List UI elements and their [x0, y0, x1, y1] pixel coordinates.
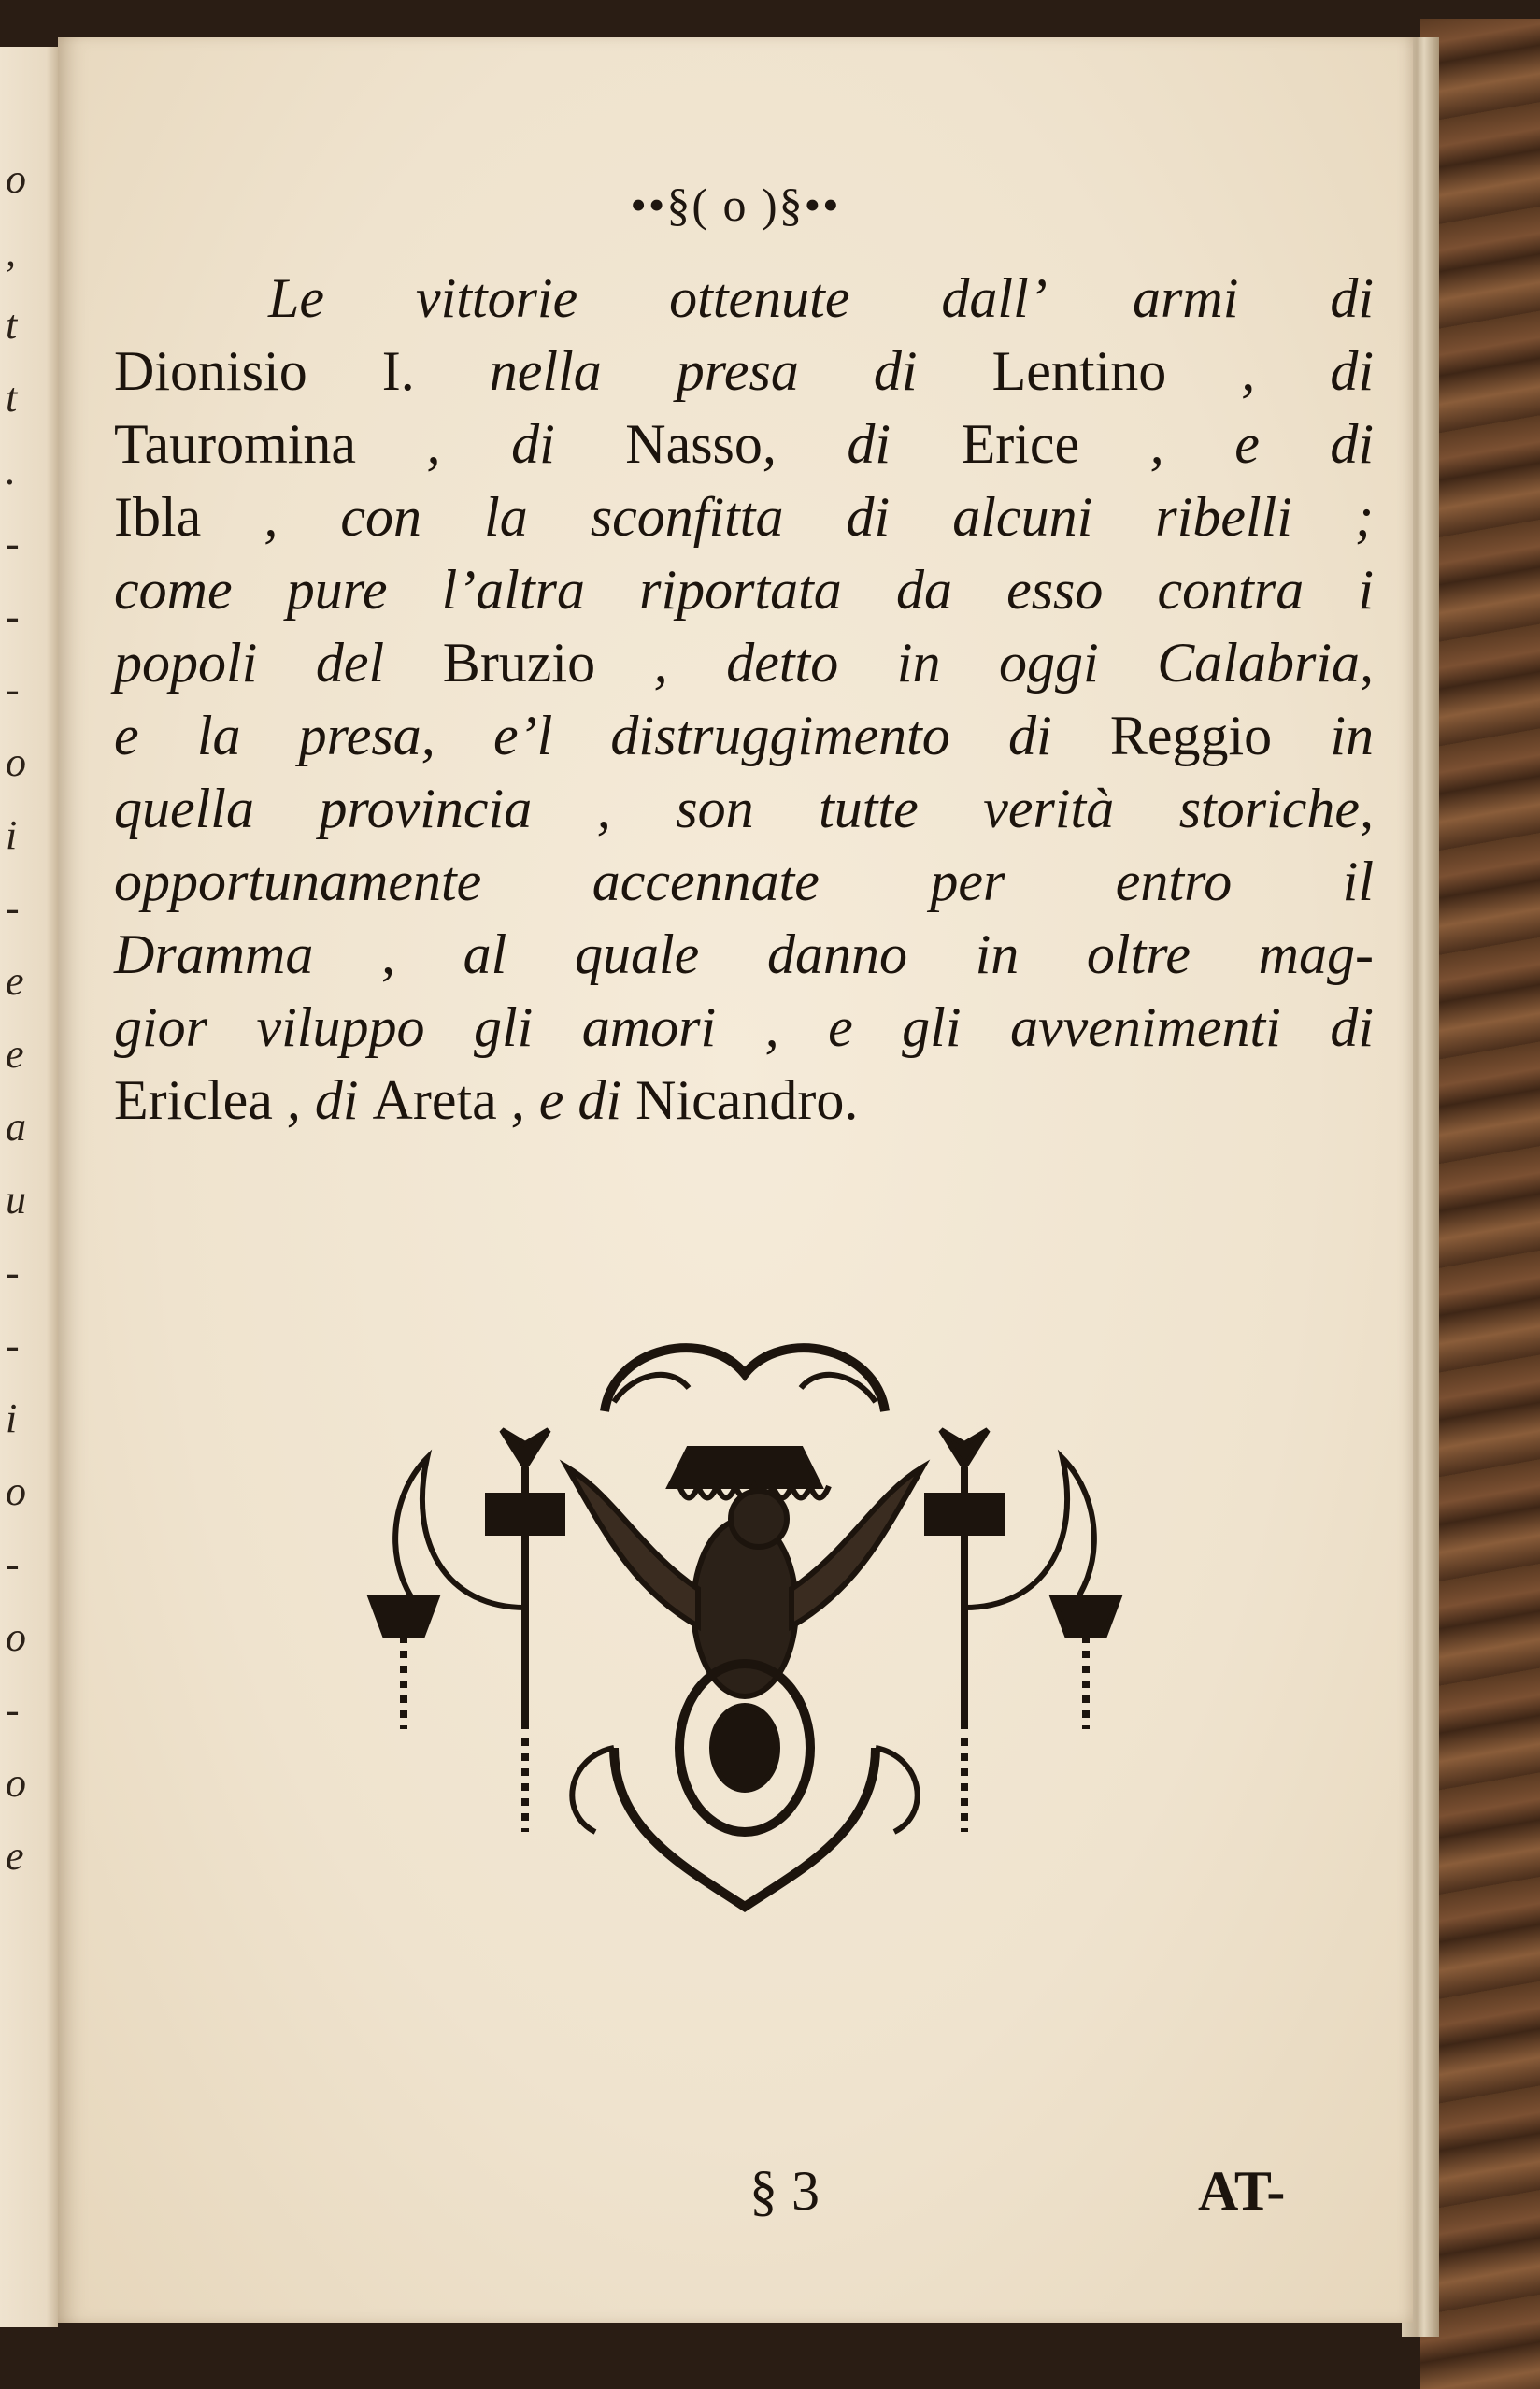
text-segment: Bruzio — [442, 632, 596, 694]
text-segment: Tauromina — [114, 413, 357, 475]
text-segment: Dionisio I. — [114, 340, 490, 402]
page-header-ornament: ••§( o )§•• — [630, 179, 841, 231]
left-page-fragment: i — [6, 1395, 18, 1441]
text-line — [114, 991, 1374, 1064]
left-page-fragment: a — [6, 1104, 26, 1150]
left-page-sliver — [0, 47, 58, 2327]
text-segment: nella presa di — [489, 340, 992, 402]
text-segment: in — [1272, 705, 1374, 766]
left-page-fragment: u — [6, 1177, 26, 1223]
text-line — [114, 626, 1374, 699]
left-page-fragment: i — [6, 812, 18, 858]
left-page-fragment: - — [6, 1323, 20, 1368]
left-page-fragment: - — [6, 1250, 20, 1295]
text-segment: Reggio — [1109, 705, 1273, 766]
left-page-fragment: - — [6, 521, 20, 566]
left-page-fragment: - — [6, 885, 20, 931]
left-page-fragment: , — [6, 229, 16, 275]
left-page-fragment: o — [6, 156, 26, 202]
text-segment: Lentino — [991, 340, 1167, 402]
text-segment: quella provincia , son tutte verità storiche, — [114, 778, 1374, 839]
text-segment: Ericlea — [114, 1069, 273, 1131]
text-segment: Ibla — [114, 486, 202, 548]
eagle-crest-woodcut-icon — [334, 1309, 1156, 1963]
text-segment: Areta — [372, 1069, 497, 1131]
text-segment: . — [844, 1069, 859, 1131]
text-segment: opportunamente accennate per entro il — [114, 851, 1374, 912]
left-page-fragment: - — [6, 666, 20, 712]
page — [58, 37, 1413, 2323]
text-line — [114, 553, 1374, 626]
text-segment: Nasso — [625, 413, 763, 475]
left-page-fragment: - — [6, 1687, 20, 1733]
text-segment: , detto in oggi Calabria, — [595, 632, 1374, 694]
text-line — [114, 262, 1374, 335]
left-page-fragment: t — [6, 302, 18, 348]
text-segment: , di — [272, 1069, 373, 1131]
text-segment: Nicandro — [635, 1069, 845, 1131]
left-page-fragment: - — [6, 594, 20, 639]
text-segment: , e di — [1079, 413, 1374, 475]
text-segment: , di — [1166, 340, 1375, 402]
text-segment: gior viluppo gli amori , e gli avvenimenti di — [114, 996, 1374, 1058]
text-segment: popoli del — [114, 632, 443, 694]
text-segment: , di — [762, 413, 962, 475]
text-segment: Dramma , al quale danno in oltre mag- — [114, 923, 1374, 985]
body-text — [114, 262, 1374, 1137]
catchword: AT- — [1198, 2160, 1286, 2222]
left-page-fragment: - — [6, 1541, 20, 1587]
left-page-fragment: . — [6, 448, 16, 494]
text-segment: e la presa, e’l distruggimento di — [114, 705, 1110, 766]
text-segment: come pure l’altra riportata da esso contra i — [114, 559, 1374, 621]
left-page-fragment: o — [6, 739, 26, 785]
text-line — [114, 772, 1374, 845]
text-line — [114, 335, 1374, 408]
text-line — [114, 699, 1374, 772]
left-page-fragment: o — [6, 1468, 26, 1514]
text-line — [114, 408, 1374, 480]
signature-mark: § 3 — [749, 2160, 820, 2222]
left-page-fragment: o — [6, 1760, 26, 1806]
left-page-fragment: t — [6, 375, 18, 421]
text-segment: Le vittorie ottenute dall’ armi di — [268, 267, 1374, 329]
text-segment: , di — [356, 413, 626, 475]
left-page-fragment: e — [6, 1833, 24, 1879]
text-line — [114, 480, 1374, 553]
text-segment: Erice — [961, 413, 1080, 475]
left-page-fragment: e — [6, 1031, 24, 1077]
text-line — [114, 845, 1374, 918]
left-page-fragment: e — [6, 958, 24, 1004]
text-line — [114, 918, 1374, 991]
left-page-fragment: o — [6, 1614, 26, 1660]
text-segment: , con la sconfitta di alcuni ribelli ; — [201, 486, 1374, 548]
text-line — [114, 1064, 1374, 1137]
text-segment: , e di — [496, 1069, 636, 1131]
